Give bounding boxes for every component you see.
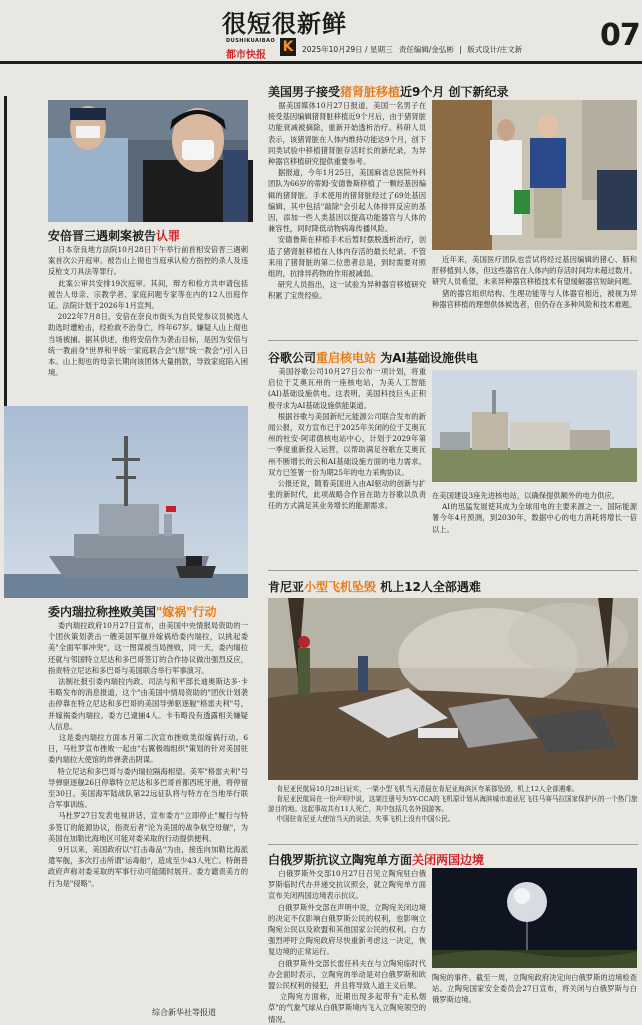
kidney-divider: [268, 340, 638, 341]
google-divider: [268, 570, 638, 571]
google-headline-a: 谷歌公司: [268, 351, 317, 365]
designer-credit: 版式设计/庄文新: [467, 45, 523, 54]
japan-headline-main: 安倍晋三遇刺案被告: [48, 229, 157, 243]
japan-headline-highlight: 认罪: [156, 229, 181, 243]
belarus-body-col1: 白俄罗斯外交部10月27日召见立陶宛驻白俄罗斯临时代办并递交抗议照会，就立陶宛单方面宣布关闭两国边境表示抗议。 白俄罗斯外交部在声明中说，立陶宛关闭边境的决定不仅影响白俄罗斯公民的权利，也影响立陶宛公民以及欧盟和其他国家公民的权利。白方强烈呼吁立陶宛政府尽快重新考虑这一决定，恢复边境的正常运行。 白俄罗斯外交部长雷任科夫在与立陶宛临时代办会面时表示，立陶宛的举动是对白俄罗斯和欧盟公民权利的侵犯，并且将导致人道主义后果。 立陶宛方面称，近期出现多起带有"走私烟草"的气象气球从白俄罗斯境内飞入立陶宛领空的情况。: [268, 869, 426, 1024]
google-headline: [268, 349, 478, 366]
belarus-headline: [268, 851, 484, 868]
paper-name: 都市快报: [226, 50, 266, 61]
section-title: 很短很新鲜: [222, 10, 347, 38]
google-headline-highlight: 重启核电站: [316, 351, 377, 365]
masthead: [0, 0, 642, 62]
kidney-body-col1: 据美国媒体10月27日报道，美国一名男子在接受基因编辑猪肾脏移植近9个月后，由于猪肾脏功能衰减被摘除，重新开始透析治疗。科研人员表示，该猪肾脏在人体内维持功能达9个月，创下同类试验中移植猪肾脏存活时长的新纪录，为异种器官移植研究提供重要参考。 据报道，今年1月25日，美国麻省总医院外科团队为66岁的蒂姆·安德鲁斯移植了一颗经基因编辑的猪肾脏。手术使用的猪肾脏经过了69处基因编辑，其中包括"敲除"会引起人体排异反应的基因，添加一些人类基因以提高功能器官与人体的兼容性，同时降低动物病毒传播风险。 安德鲁斯在移植手术后暂时摆脱透析治疗，创造了猪肾脏移植在人体内存活的最长纪录。不管来用了猪肾脏的第二位患者总是，到时需要对照组的，抗排异药物的作用被减弱。 研究人员指出，这一试验为异种器官移植研究积累了宝贵经验。: [268, 101, 427, 301]
editor-credit: 责任编辑/金弘彬: [398, 45, 454, 54]
warship-photo: [4, 406, 248, 598]
kidney-patient-photo: [432, 100, 637, 250]
japan-headline: [48, 227, 180, 244]
paper-logo: [280, 38, 296, 56]
venezuela-body: 委内瑞拉政府10月27日宣布，由美国中央情报局资助的一个团伙策划袭击一艘美国军舰并嫁祸给委内瑞拉，以挑起委美"全面军事冲突"，这一图谋被当局挫败，同一天，委内瑞拉还就与邻国特立尼达和多巴哥签订的合作协议做出强烈反应，指责特立尼达和多巴哥与美国联合举行军事演习。 法制社报引委内瑞拉内政、司法与和平部长迪奥斯达多·卡韦略发布的消息报道，这个"由美国中情局资助的"团伙计划袭击停靠在特立尼达和多巴哥的美国导弹驱逐舰"格雷夫利"号，并嫁祸委内瑞拉。委方已逮捕4人。卡韦略没有透露相关嫌疑人信息。 这是委内瑞拉方面本月第二次宣布挫败类似嫁祸行动。6日，马杜罗宣布挫败一起由"右翼极端组织"策划的针对美国驻委内瑞拉大使馆的炸弹袭击阴谋。 特立尼达和多巴哥与委内瑞拉隔海相望。美军"格雷夫利"号导弹驱逐舰26日停靠特立尼达和多巴哥首都西班牙港，将停留至30日。美国海军陆战队第22远征队将与特方在当地举行联合军事训练。 马杜罗27日发表电视讲话，宣布委方"立即停止"履行与特多签订的能源协议，指责后者"沦为美国的战争航空母舰"，为美国在加勒比海地区可能对委采取的行动提供便利。 9月以来，美国政府以"打击毒品"为由，接连向加勒比海派遣军舰，多次打击所谓"运毒船"，造成至少43人死亡。特朗普政府声称对委采取的军事行动可能随时展开。委方谴责美方的行为是"侵略"。: [48, 621, 249, 888]
japan-suspect-photo: [48, 100, 248, 222]
japan-body: 日本奈良地方法院10月28日下午举行前首相安倍晋三遇刺案首次公开庭审。被告山上彻也当庭承认检方指控的杀人及违反枪支刀具法等罪行。 此案公审共安排19次庭审。其间，辩方和检方共申请包括被告人母亲、宗教学者、家庭问题专家等在内的12人出庭作证。法院计划于2026年1月宣判。 2022年7月8日，安倍在奈良市街头为自民党参议员候选人助选时遭枪击，经抢救不治身亡，终年67岁。嫌疑人山上彻也当场被捕。据其供述，他将安倍作为袭击目标，是因为安倍与统一教前身"世界和平统一家庭联合会"(原"统一教会")引入日本。山上彻也的母亲长期向该团体大量捐款，导致家庭陷入困境。: [48, 245, 249, 378]
logo-letter: K: [282, 39, 294, 55]
paper-pinyin: DUSHIKUAIBAO: [226, 38, 276, 44]
plane-crash-photo: [268, 598, 638, 780]
issue-date: 2025年10月29日 / 星期三: [302, 45, 393, 54]
nuclear-plant-photo: [432, 370, 637, 482]
kidney-body-col2: 近年来，美国医疗团队也尝试将经过基因编辑的猪心、肺和肝移植到人体，但这些器官在人体内的存活时间均未超过数月。研究人员希望，未来异种器官移植技术有望缓解器官短缺问题。 猪的器官组织结构、生理功能等与人体器官相近，被视为异种器官移植的理想供体候选者，但仍存在多种风险和技术难题。: [432, 255, 637, 309]
kidney-headline-a: 美国男子接受: [268, 85, 341, 99]
source-footer: 综合新华社等报道: [152, 1008, 216, 1017]
kenya-headline-highlight: 小型飞机坠毁: [304, 580, 377, 594]
date-line: 2025年10月29日 / 星期三 责任编辑/金弘彬 | 版式设计/庄文新: [302, 45, 523, 54]
kenya-headline-c: 机上12人全部遇难: [376, 580, 481, 594]
belarus-body-col2: 陶宛的事件。截至一周，立陶宛政府决定向白俄罗斯的边境检查站。立陶宛国家安全委员会27日宣布，将关闭与白俄罗斯与白俄罗斯边境。: [432, 973, 637, 1005]
kidney-headline-highlight: 猪肾脏移植: [340, 85, 401, 99]
google-body-col1: 美国谷歌公司10月27日公布一项计划，将重启位于艾奥瓦州的一座核电站，为美人工智能(AI)基础设施供电。这表明，美国科技巨头正积极寻求为AI基础设施供能渠道。 根据谷歌与美国新纪元能源公司联合发布的新闻公报，双方宣布已于2025年关闭的位于艾奥瓦州的杜安·阿诺德核电站中心，计划于2029年第一季度重新投入运营，以帮助满足谷歌在艾奥瓦州不断增长的云和AI基础设施方面的电力需求。双方已签署一份为期25年的电力采购协议。 公报还说，随着美国进入由AI驱动的创新与扩张的新时代，此项战略合作旨在助力谷歌以负责任的方式满足其业务增长的能源需求。: [268, 367, 427, 511]
kenya-divider: [268, 844, 638, 845]
balloon-photo: [432, 868, 637, 968]
google-body-col2: 在美国建设3座先进核电站，以确保提供额外的电力供应。 AI的迅猛发展使其成为全球用电的主要来源之一。国际能源署今年4月预测，到2030年，数据中心的电力消耗将增长一倍以上。: [432, 491, 638, 534]
belarus-headline-highlight: 关闭两国边境: [412, 853, 485, 867]
venezuela-headline: [48, 603, 217, 620]
kenya-caption: 肯尼亚民航局10月28日证实，一架小型飞机当天清晨在肯尼亚海滨区夸莱郡坠毁，机上12人全部遇难。 肯尼亚民航局在一份声明中说，这架注册号为5Y-CCA的飞机原计划从海滨城市迪亚尼飞往马赛马拉国家保护区的一个热门旅游目的地。这起事故共有11人死亡，其中包括几名外国游客。 中国驻肯尼亚大使馆当天的说法，失事飞机上没有中国公民。: [268, 785, 638, 823]
kenya-headline-a: 肯尼亚: [268, 580, 305, 594]
belarus-headline-a: 白俄罗斯抗议立陶宛单方面: [268, 853, 413, 867]
page-number: 07: [600, 18, 640, 53]
kenya-headline: [268, 578, 481, 595]
kidney-headline-c: 近9个月 创下新纪录: [400, 85, 509, 99]
venezuela-headline-highlight: "嫁祸"行动: [156, 605, 217, 619]
venezuela-headline-main: 委内瑞拉称挫败美国: [48, 605, 157, 619]
google-headline-c: 为AI基础设施供电: [376, 351, 478, 365]
masthead-rule: [0, 61, 642, 64]
kidney-headline: [268, 83, 509, 100]
